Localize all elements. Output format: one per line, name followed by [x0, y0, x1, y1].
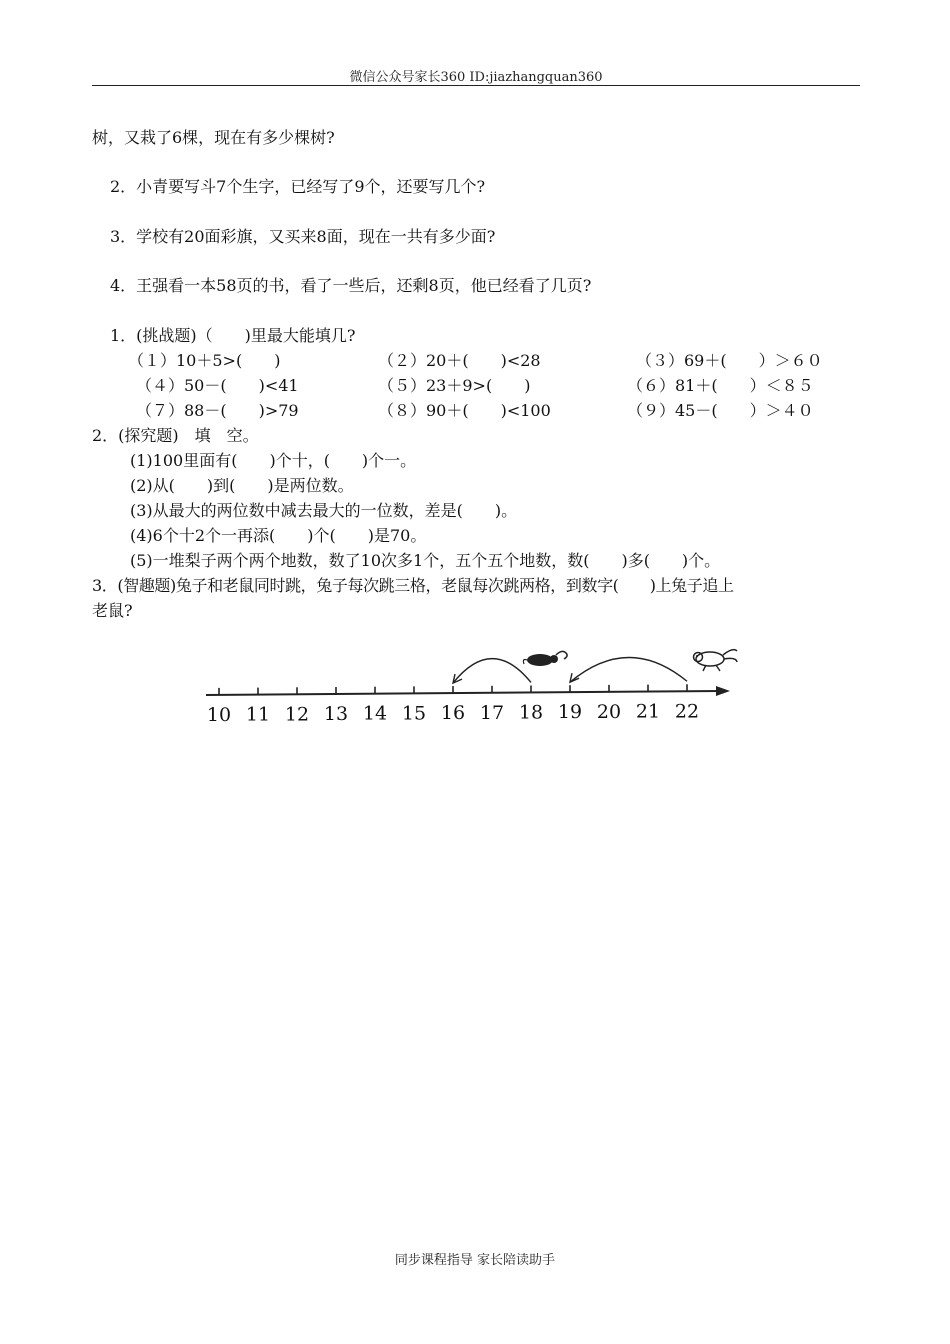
explore-item-3: (3)从最大的两位数中减去最大的一位数，差是( )。: [130, 501, 518, 520]
number-line-label: 11: [245, 703, 271, 726]
challenge-item-2: （２）20＋( )<28: [378, 351, 541, 370]
challenge-item-6: （６）81＋( ）＜８５: [627, 376, 814, 395]
number-line-label: 13: [323, 702, 349, 725]
number-line-arrowhead: [716, 686, 730, 696]
challenge-item-9: （９）45－( ）＞４０: [627, 401, 814, 420]
fun-question-line1: 3．(智趣题)兔子和老鼠同时跳，兔子每次跳三格，老鼠每次跳两格，到数字( )上兔子追上: [92, 576, 734, 595]
number-line-axis: [206, 691, 722, 695]
number-line-label: 17: [479, 701, 505, 724]
explore-item-5: (5)一堆梨子两个两个地数，数了10次多1个，五个五个地数，数( )多( )个。: [130, 551, 721, 570]
number-line-label: 20: [596, 700, 622, 723]
fun-question-line2: 老鼠?: [92, 601, 133, 620]
mouse-icon: [523, 651, 567, 666]
number-line-label: 14: [362, 702, 388, 725]
challenge-item-4: （４）50－( )<41: [136, 376, 299, 395]
number-line-label: 18: [518, 701, 544, 724]
word-problem-2: 2．小青要写斗7个生字，已经写了9个，还要写几个?: [110, 177, 486, 196]
word-problem-cont: 树，又栽了6棵，现在有多少棵树?: [92, 128, 335, 147]
number-line-label: 12: [284, 703, 310, 726]
number-line-label: 21: [635, 700, 661, 723]
rabbit-hop-arc: [570, 657, 687, 682]
page-header: 微信公众号家长360 ID:jiazhangquan360: [349, 70, 603, 85]
challenge-item-5: （５）23＋9>( ): [378, 376, 531, 395]
number-line-label: 22: [674, 700, 700, 723]
explore-item-2: (2)从( )到( )是两位数。: [130, 476, 354, 495]
word-problem-3: 3．学校有20面彩旗，又买来8面，现在一共有多少面?: [110, 227, 496, 246]
explore-item-4: (4)6个十2个一再添( )个( )是70。: [130, 526, 427, 545]
number-line-label: 16: [440, 702, 466, 725]
challenge-item-3: （３）69＋( ）＞６０: [636, 351, 823, 370]
page-footer: 同步课程指导 家长陪读助手: [394, 1253, 556, 1268]
word-problem-4: 4．王强看一本58页的书，看了一些后，还剩8页，他已经看了几页?: [110, 276, 592, 295]
challenge-item-7: （７）88－( )>79: [136, 401, 299, 420]
header-rule: [92, 85, 860, 86]
number-line-svg: [200, 635, 740, 735]
number-line-label: 19: [557, 701, 583, 724]
mouse-hop-arc: [453, 659, 531, 683]
challenge-item-8: （８）90＋( )<100: [378, 401, 551, 420]
rabbit-icon: [694, 650, 738, 671]
challenge-item-1: （１）10＋5>( ): [128, 351, 281, 370]
explore-item-1: (1)100里面有( )个十，( )个一。: [130, 451, 417, 470]
number-line-label: 10: [206, 703, 232, 726]
number-line-label: 15: [401, 702, 427, 725]
challenge-title: 1．(挑战题)（ )里最大能填几?: [110, 326, 356, 345]
explore-title: 2．(探究题) 填 空。: [92, 426, 259, 445]
number-line-figure: [200, 635, 740, 735]
